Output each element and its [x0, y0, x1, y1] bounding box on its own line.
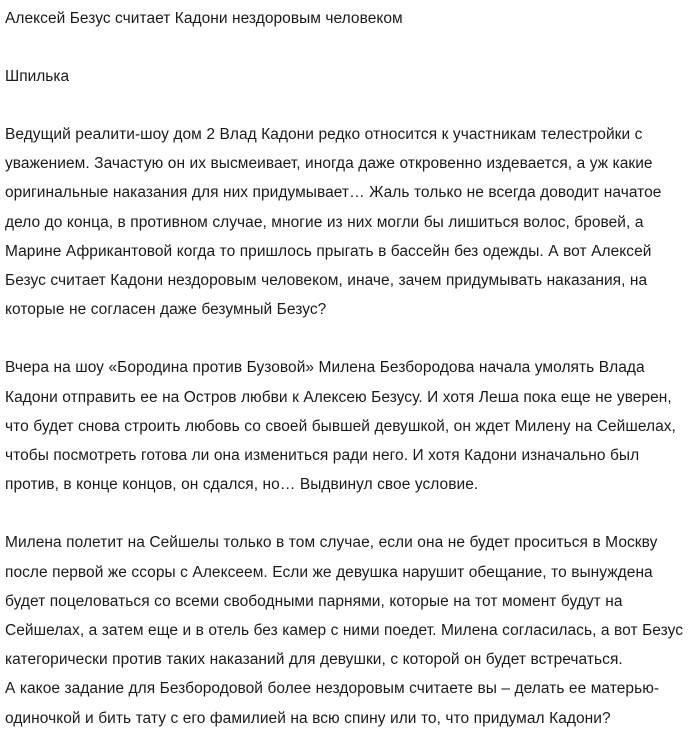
byline-body-spacer: [5, 91, 691, 120]
paragraph-gap-1: [5, 324, 691, 353]
title-byline-spacer: [5, 33, 691, 62]
page-title: Алексей Безус считает Кадони нездоровым человеком: [5, 10, 403, 27]
article-byline-author: Шпилька: [5, 68, 70, 85]
article-paragraph-3: Милена полетит на Сейшелы только в том случае, если она не будет проситься в Москву после первой же ссоры с Алексеем. Если же девушка нарушит обещание, то вынуждена будет поцеловаться со всеми свободными парнями, которые на тот момент будут на Сейшелах, а затем еще и в отель без камер с ними поедет. Милена согласилась, а вот Безус категорически против таких наказаний для девушки, с которой он будет встречаться.: [5, 534, 684, 669]
article-paragraph-1: Ведущий реалити-шоу дом 2 Влад Кадони редко относится к участникам телестройки с уважением. Зачастую он их высмеивает, иногда даже откровенно издевается, а уж какие оригинальные наказания для них придумывает… Жаль только не всегда доводит начатое дело до конца, в противном случае, многие из них могли бы лишиться волос, бровей, а Марине Африкантовой когда то пришлось прыгать в бассейн без одежды. А вот Алексей Безус считает Кадони нездоровым человеком, иначе, зачем придумывать наказания, на которые не согласен даже безумный Безус?: [5, 126, 662, 319]
article-paragraph-2: Вчера на шоу «Бородина против Бузовой» Милена Безбородова начала умолять Влада Кадони отправить ее на Остров любви к Алексею Безусу. И хотя Леша пока еще не уверен, что будет снова строить любовь со своей бывшей девушкой, он ждет Милену на Сейшелах, чтобы посмотреть готова ли она измениться ради него. И хотя Кадони изначально был против, в конце концов, он сдался, но… Выдвинул свое условие.: [5, 359, 676, 494]
paragraph-gap-2: [5, 499, 691, 528]
article-paragraph-4: А какое задание для Безбородовой более нездоровым считаете вы – делать ее матерью-одиночкой и бить тату с его фамилией на всю спину или то, что придумал Кадони?: [5, 680, 660, 727]
